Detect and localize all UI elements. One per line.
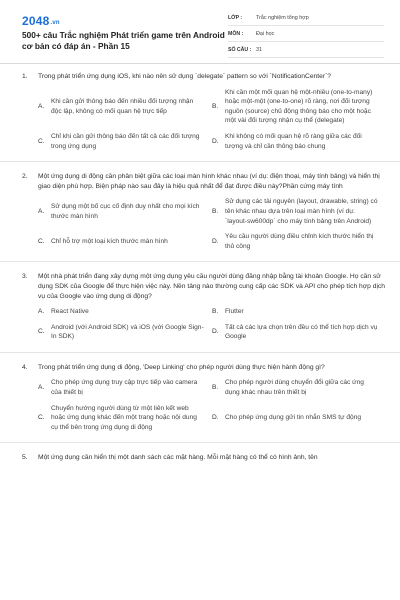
answer-option[interactable] (38, 307, 212, 317)
answer-options (22, 197, 386, 257)
question-divider (0, 352, 400, 353)
meta-row (228, 10, 384, 26)
document-title: 500+ câu Trắc nghiệm Phát triển game trên Android cơ bản có đáp án - Phần 15 (22, 30, 225, 51)
meta-value: Đại học (256, 30, 275, 37)
option-text: Sử dụng một bố cục cố định duy nhất cho mọi kích thước màn hình (51, 203, 200, 220)
option-letter: A. (38, 102, 45, 110)
option-text: Khi cần gửi thông báo đến nhiều đối tượng nhận độc lập, không có mối quan hệ trực tiếp (51, 98, 194, 115)
meta-row (228, 42, 384, 58)
option-letter: B. (212, 308, 219, 316)
answer-option[interactable] (212, 404, 386, 433)
option-letter: D. (212, 414, 219, 422)
option-text: Sử dụng các tài nguyên (layout, drawable, string) có tên khác nhau dựa trên loại màn hình (ví dụ: `layout-sw600dp` cho máy tính bảng trên Android) (225, 198, 378, 225)
question-divider (0, 161, 400, 162)
option-text: Chỉ khi cần gửi thông báo đến tất cả các đối tượng trong ứng dụng (51, 132, 200, 150)
meta-table (228, 10, 384, 58)
question-text: Một nhà phát triển đang xây dựng một ứng dụng yêu cầu người dùng đăng nhập bằng tài khoản Google. Họ cần sử dụng SDK của Google để thực hiện việc này. Nền tảng nào thường cung cấp các SDK và API cho phép tích hợp dịch vụ của Google vào ứng dụng di động? (38, 273, 385, 300)
answer-options (22, 88, 386, 158)
question-number: 2. (22, 173, 28, 181)
option-text: Cho phép người dùng chuyển đổi giữa các ứng dụng khác nhau trên thiết bị (225, 379, 364, 397)
option-text: Khi không có mối quan hệ rõ ràng giữa các đối tượng và chỉ cần thông báo chung (225, 132, 362, 150)
option-letter: C. (38, 237, 45, 245)
option-letter: B. (212, 102, 219, 110)
page-header (0, 0, 400, 64)
option-text: Tất cả các lựa chọn trên đều có thể tích hợp dịch vụ Google (225, 323, 378, 341)
answer-option[interactable] (212, 378, 386, 397)
option-letter: D. (212, 328, 219, 336)
question-number: 4. (22, 363, 28, 371)
answer-option[interactable] (38, 132, 212, 151)
option-text: Chuyển hướng người dùng từ một liên kết web hoặc ứng dụng khác đến một trang hoặc nội dung cụ thể bên trong ứng dụng di động (51, 404, 197, 431)
answer-option[interactable] (38, 378, 212, 397)
question-text: Trong phát triển ứng dụng di động, 'Deep Linking' cho phép người dùng thực hiện hành động gì? (38, 363, 325, 371)
meta-key: SỐ CÂU : (228, 46, 252, 53)
option-text: Android (với Android SDK) và iOS (với Google Sign-In SDK) (51, 323, 204, 341)
option-letter: C. (38, 414, 45, 422)
question-stem (22, 272, 386, 301)
question-number: 5. (22, 454, 28, 462)
question-stem (22, 363, 386, 373)
meta-key: MÔN : (228, 30, 244, 37)
option-letter: D. (212, 137, 219, 145)
question-stem (22, 172, 386, 191)
question-divider (0, 442, 400, 443)
option-text: Cho phép ứng dụng gửi tin nhắn SMS tự động (225, 414, 362, 422)
option-letter: D. (212, 237, 219, 245)
answer-options (22, 307, 386, 348)
meta-value: Trắc nghiệm tổng hợp (256, 14, 309, 21)
question-block (0, 453, 400, 463)
question-block (0, 363, 400, 439)
meta-row (228, 26, 384, 42)
answer-option[interactable] (212, 323, 386, 342)
option-letter: C. (38, 328, 45, 336)
meta-value: 31 (256, 46, 262, 53)
question-list (0, 72, 400, 463)
question-number: 3. (22, 273, 28, 281)
question-text: Một ứng dụng cần hiển thị một danh sách các mặt hàng. Mỗi mặt hàng có thể có hình ảnh, tên (38, 454, 318, 462)
question-divider (0, 261, 400, 262)
logo-tld: .vn (50, 20, 60, 26)
option-letter: A. (38, 384, 45, 392)
answer-options (22, 378, 386, 438)
question-text: Một ứng dụng di động cần phân biệt giữa các loại màn hình khác nhau (ví dụ: điện thoại, máy tính bảng) và hiển thị giao diện phù hợp. Biện pháp nào sau đây là hiệu quả nhất để đạt được điều này?Phần cứng máy tính (38, 173, 380, 190)
answer-option[interactable] (38, 197, 212, 226)
option-text: Chỉ hỗ trợ một loại kích thước màn hình (51, 237, 168, 245)
question-block (0, 272, 400, 348)
question-stem (22, 72, 386, 82)
question-number: 1. (22, 73, 28, 80)
question-block (0, 72, 400, 157)
logo-text: 2048 (22, 14, 50, 28)
meta-key: LỚP : (228, 14, 243, 21)
question-stem (22, 453, 386, 463)
question-text: Trong phát triển ứng dụng iOS, khi nào nên sử dụng `delegate` pattern so với `NotificationCenter`? (38, 73, 332, 80)
answer-option[interactable] (212, 88, 386, 126)
option-letter: B. (212, 207, 219, 215)
option-text: Flutter (225, 308, 244, 316)
answer-option[interactable] (38, 404, 212, 433)
option-text: Yêu cầu người dùng điều chỉnh kích thước hiển thị thủ công (225, 233, 374, 250)
option-letter: B. (212, 384, 219, 392)
option-letter: A. (38, 308, 45, 316)
answer-option[interactable] (38, 88, 212, 126)
option-text: Khi cần một mối quan hệ một-nhiều (one-to-many) hoặc một-một (one-to-one) rõ ràng, nơi đối tượng nguồn (source) chủ động thông báo cho một hoặc một vài đối tượng nhận cụ thể (delegate) (225, 88, 373, 125)
option-text: React Native (51, 308, 89, 316)
option-letter: A. (38, 207, 45, 215)
option-letter: C. (38, 137, 45, 145)
answer-option[interactable] (38, 323, 212, 342)
answer-option[interactable] (212, 132, 386, 151)
question-block (0, 172, 400, 257)
site-logo[interactable] (22, 14, 60, 28)
answer-option[interactable] (212, 307, 386, 317)
answer-option[interactable] (212, 197, 386, 226)
option-text: Cho phép ứng dụng truy cập trực tiếp vào camera của thiết bị (51, 379, 198, 397)
answer-option[interactable] (38, 232, 212, 251)
answer-option[interactable] (212, 232, 386, 251)
